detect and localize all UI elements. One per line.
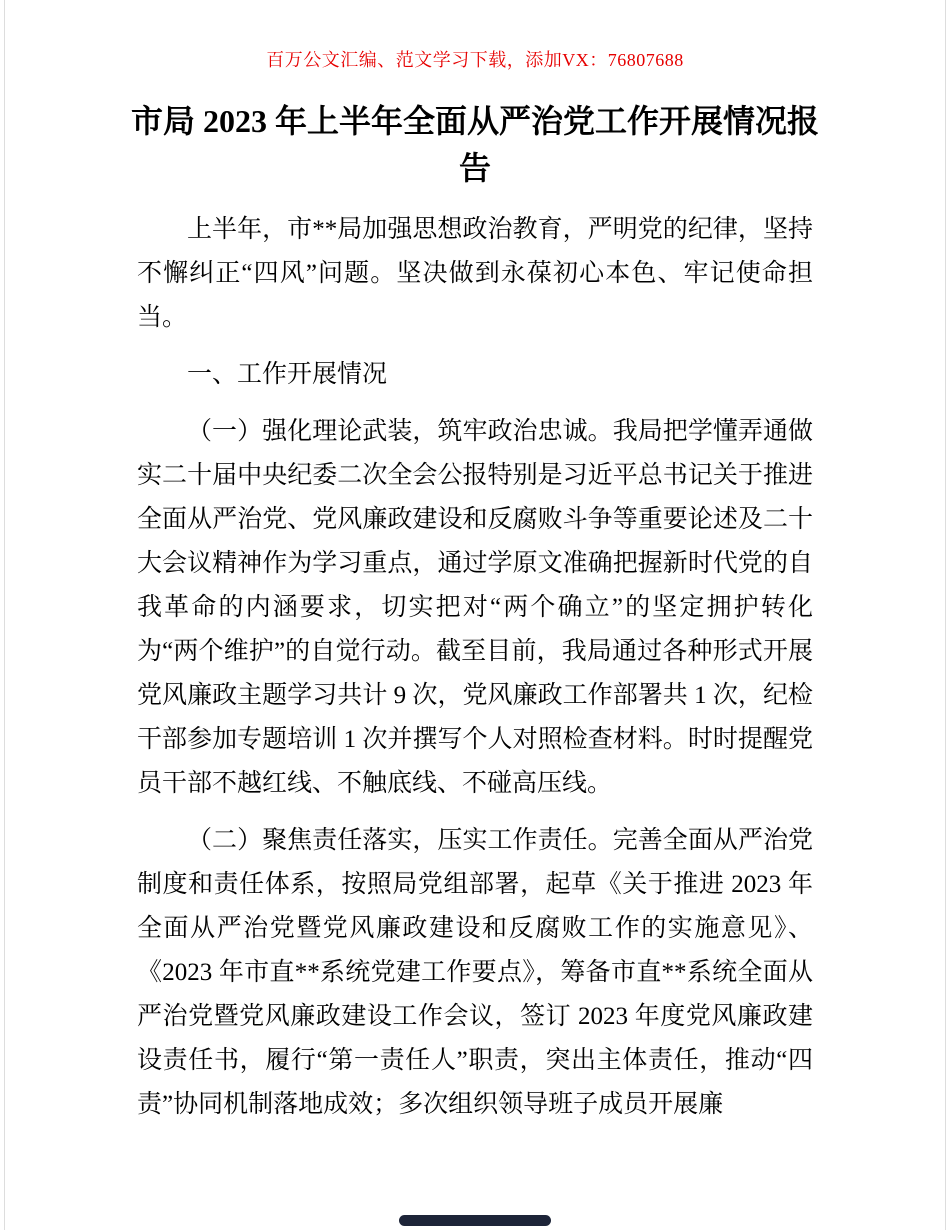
section-heading: 一、工作开展情况 (187, 361, 388, 388)
document-title: 市局 2023 年上半年全面从严治党工作开展情况报告 (130, 103, 819, 186)
paragraph-two: （二）聚焦责任落实，压实工作责任。完善全面从严治党制度和责任体系，按照局党组部署，起草《关于推进 2023 年全面从严治党暨党风廉政建设和反腐败工作的实施意见》、《2023 年市直**系统党建工作要点》，筹备市直**系统全面从严治党暨党风廉政建设工作会议，签订 2023 年度党风廉政建设责任书，履行“第一责任人”职责，突出主体责任，推动“四责”协同机制落地成效；多次组织领导班子成员开展廉 (137, 827, 813, 1118)
document-body (137, 208, 813, 1127)
document-page (4, 0, 946, 1230)
paragraph-one: （一）强化理论武装，筑牢政治忠诚。我局把学懂弄通做实二十届中央纪委二次全会公报特别是习近平总书记关于推进全面从严治党、党风廉政建设和反腐败斗争等重要论述及二十大会议精神作为学习重点，通过学原文准确把握新时代党的自我革命的内涵要求，切实把对“两个确立”的坚定拥护转化为“两个维护”的自觉行动。截至目前，我局通过各种形式开展党风廉政主题学习共计 9 次，党风廉政工作部署共 1 次，纪检干部参加专题培训 1 次并撰写个人对照检查材料。时时提醒党员干部不越红线、不触底线、不碰高压线。 (137, 418, 813, 797)
promo-banner: 百万公文汇编、范文学习下载，添加VX：76807688 (266, 50, 684, 70)
home-indicator (399, 1215, 551, 1226)
paragraph-intro: 上半年，市**局加强思想政治教育，严明党的纪律，坚持不懈纠正“四风”问题。坚决做到永葆初心本色、牢记使命担当。 (137, 216, 813, 331)
